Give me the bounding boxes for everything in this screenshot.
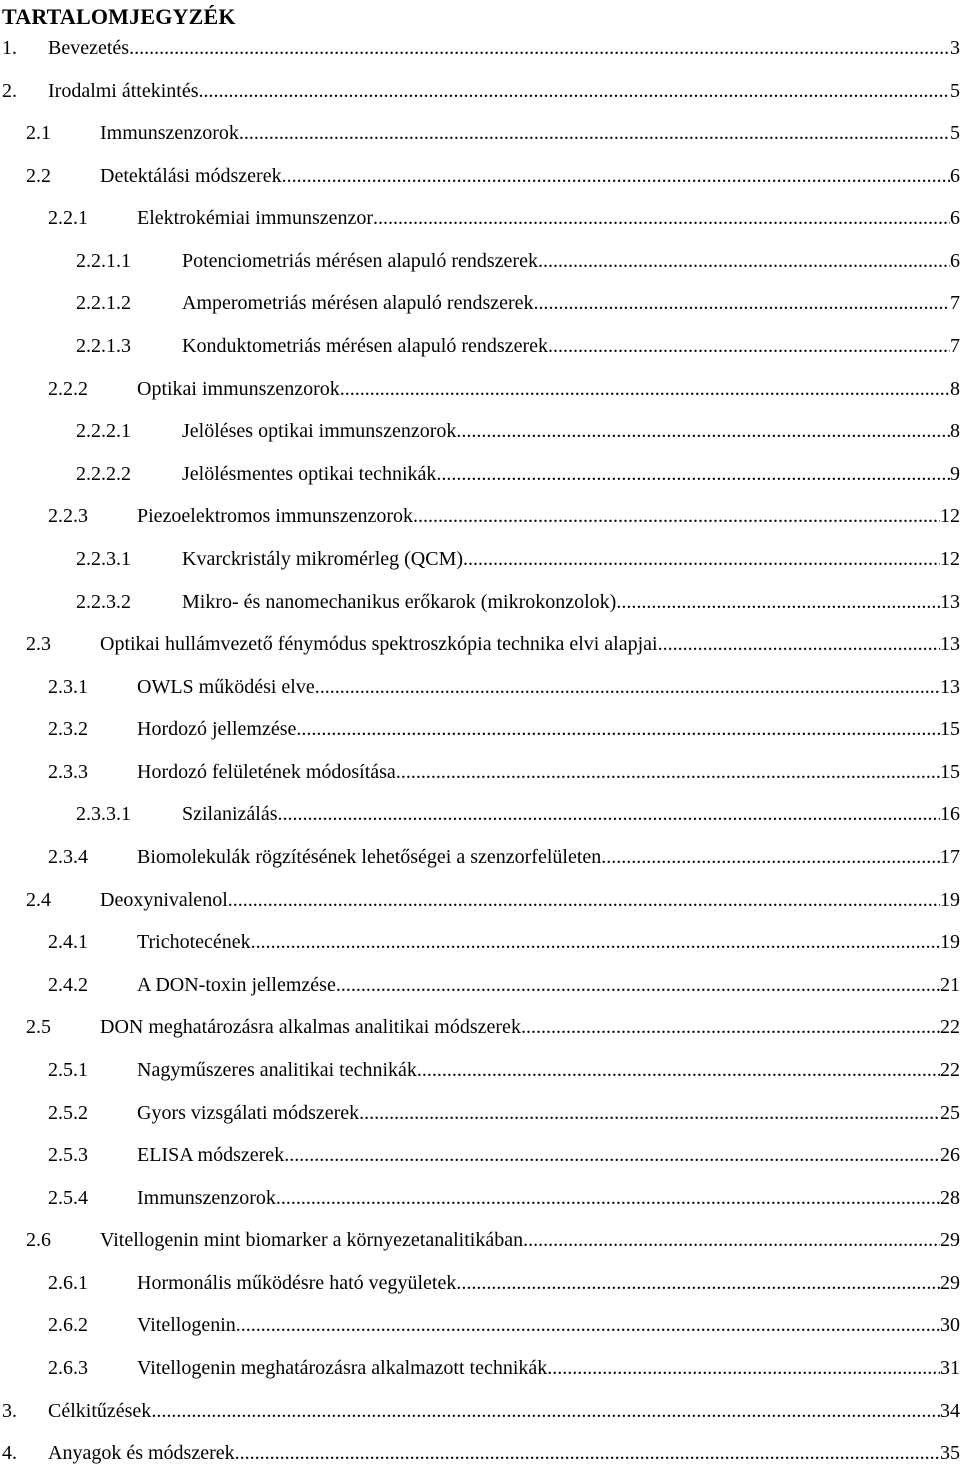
toc-entry[interactable] [0,331,960,361]
toc-dot-leader [236,1310,940,1340]
toc-entry-number: 2.2.1.1 [76,250,131,272]
toc-entry-page: 5 [950,80,960,102]
toc-entry-number: 2.5.4 [48,1187,88,1209]
toc-entry[interactable] [0,970,960,1000]
toc-entry[interactable] [0,544,960,574]
toc-entry-number: 2.5.2 [48,1102,88,1124]
toc-entry-number: 2.1 [26,122,51,144]
toc-entry-page: 15 [940,761,960,783]
toc-entry-number: 4. [2,1442,17,1464]
toc-entry-number: 2.2.2 [48,378,88,400]
toc-entry-page: 22 [940,1059,960,1081]
toc-entry[interactable] [0,842,960,872]
toc-entry[interactable] [0,1055,960,1085]
toc-entry[interactable] [0,629,960,659]
toc-entry-title[interactable]: Optikai immunszenzorok [137,378,340,400]
toc-entry-number: 2.2.1.3 [76,335,131,357]
toc-dot-leader [521,1012,940,1042]
toc-entry[interactable] [0,288,960,318]
toc-entry[interactable] [0,1353,960,1383]
toc-dot-leader [436,459,950,489]
toc-entry[interactable] [0,76,960,106]
toc-entry-title[interactable]: Deoxynivalenol [100,889,228,911]
toc-dot-leader [601,842,940,872]
toc-entry-page: 8 [950,420,960,442]
toc-entry-page: 35 [940,1442,960,1464]
toc-entry-number: 2.2.1.2 [76,292,131,314]
toc-entry-page: 29 [940,1229,960,1251]
toc-entry-number: 2.3.3.1 [76,803,131,825]
toc-entry[interactable] [0,161,960,191]
toc-entry[interactable] [0,1098,960,1128]
toc-dot-leader [373,203,950,233]
toc-entry-number: 2.6.2 [48,1314,88,1336]
toc-dot-leader [456,416,950,446]
toc-entry[interactable] [0,374,960,404]
toc-entry-title[interactable]: Jelöléses optikai immunszenzorok [182,420,457,442]
toc-dot-leader [199,76,950,106]
toc-dot-leader [276,1183,940,1213]
toc-entry-number: 2.5.3 [48,1144,88,1166]
toc-entry[interactable] [0,1140,960,1170]
toc-dot-leader [359,1098,940,1128]
toc-dot-leader [129,33,950,63]
toc-entry-number: 2.3 [26,633,51,655]
toc-dot-leader [396,757,940,787]
toc-dot-leader [239,118,950,148]
toc-entry-page: 6 [950,165,960,187]
toc-entry-number: 2.3.4 [48,846,88,868]
toc-entry[interactable] [0,714,960,744]
toc-entry-title[interactable]: Immunszenzorok [100,122,239,144]
toc-entry-page: 5 [950,122,960,144]
toc-dot-leader [251,927,940,957]
toc-dot-leader [151,1396,940,1426]
toc-entry-title[interactable]: Vitellogenin meghatározásra alkalmazott technikák [137,1357,548,1379]
toc-entry[interactable] [0,799,960,829]
toc-dot-leader [417,1055,940,1085]
toc-entry-title[interactable]: Detektálási módszerek [100,165,282,187]
toc-entry-number: 2.6.3 [48,1357,88,1379]
toc-entry-page: 16 [940,803,960,825]
toc-dot-leader [228,885,940,915]
toc-entry-number: 2.3.3 [48,761,88,783]
toc-entry-number: 2.5 [26,1016,51,1038]
toc-entry-title[interactable]: Optikai hullámvezető fénymódus spektroszkópia technika elvi alapjai [100,633,658,655]
toc-entry-page: 22 [940,1016,960,1038]
toc-entry-number: 2.2.3 [48,505,88,527]
toc-entry-page: 9 [950,463,960,485]
toc-entry-page: 13 [940,633,960,655]
toc-dot-leader [284,1140,940,1170]
toc-entry[interactable] [0,1310,960,1340]
toc-entry-page: 19 [940,889,960,911]
toc-entry[interactable] [0,927,960,957]
toc-entry-page: 7 [950,292,960,314]
toc-entry-page: 34 [940,1400,960,1422]
toc-entry-title[interactable]: Potenciometriás mérésen alapuló rendszerek [182,250,538,272]
toc-dot-leader [463,544,940,574]
toc-entry-title[interactable]: OWLS működési elve [137,676,315,698]
toc-entry[interactable] [0,1225,960,1255]
toc-entry-title[interactable]: Trichotecének [137,931,251,953]
toc-dot-leader [413,501,940,531]
toc-entry[interactable] [0,1268,960,1298]
toc-entry-page: 26 [940,1144,960,1166]
toc-entry-number: 2.3.2 [48,718,88,740]
toc-entry-number: 1. [2,37,17,59]
toc-entry-title[interactable]: Vitellogenin mint biomarker a környezetanalitikában [100,1229,524,1251]
toc-entry[interactable] [0,416,960,446]
toc-entry-number: 2.2.3.1 [76,548,131,570]
toc-entry[interactable] [0,203,960,233]
toc-entry[interactable] [0,33,960,63]
toc-entry-title[interactable]: Vitellogenin [137,1314,236,1336]
toc-entry-number: 2.2 [26,165,51,187]
toc-entry-number: 3. [2,1400,17,1422]
toc-dot-leader [547,1353,940,1383]
toc-entry-number: 2.4.2 [48,974,88,996]
toc-entry-number: 2.2.3.2 [76,591,131,613]
toc-entry-page: 12 [940,548,960,570]
toc-entry-page: 6 [950,207,960,229]
toc-entry-title[interactable]: Nagyműszeres analitikai technikák [137,1059,417,1081]
toc-entry-number: 2.3.1 [48,676,88,698]
toc-entry-page: 8 [950,378,960,400]
toc-entry-title[interactable]: Elektrokémiai immunszenzor [137,207,374,229]
toc-entry-title[interactable]: Szilanizálás [182,803,278,825]
toc-entry-title[interactable]: Hordozó jellemzése [137,718,297,740]
toc-entry[interactable] [0,1183,960,1213]
toc-entry-title[interactable]: Immunszenzorok [137,1187,276,1209]
toc-dot-leader [534,288,950,318]
toc-entry-title[interactable]: Biomolekulák rögzítésének lehetőségei a szenzorfelületen [137,846,602,868]
toc-entry[interactable] [0,885,960,915]
toc-entry-title[interactable]: Bevezetés [48,37,130,59]
toc-entry[interactable] [0,246,960,276]
toc-title: TARTALOMJEGYZÉK [2,4,236,29]
toc-entry-page: 31 [940,1357,960,1379]
toc-entry-title[interactable]: Amperometriás mérésen alapuló rendszerek [182,292,534,314]
toc-entry-number: 2.5.1 [48,1059,88,1081]
toc-entry-number: 2.4 [26,889,51,911]
toc-entry-page: 15 [940,718,960,740]
toc-entry-page: 28 [940,1187,960,1209]
toc-entry-page: 13 [940,591,960,613]
toc-entry-number: 2.2.1 [48,207,88,229]
toc-entry[interactable] [0,501,960,531]
toc-entry-title[interactable]: Kvarckristály mikromérleg (QCM) [182,548,464,570]
toc-entry-number: 2.2.2.2 [76,463,131,485]
toc-dot-leader [315,672,940,702]
toc-entry-number: 2.2.2.1 [76,420,131,442]
toc-dot-leader [336,970,940,1000]
toc-dot-leader [282,161,950,191]
toc-entry-number: 2. [2,80,17,102]
toc-entry[interactable] [0,757,960,787]
toc-entry-title[interactable]: Irodalmi áttekintés [48,80,199,102]
toc-entry-page: 6 [950,250,960,272]
toc-entry-page: 29 [940,1272,960,1294]
toc-entry-title[interactable]: DON meghatározásra alkalmas analitikai módszerek [100,1016,521,1038]
toc-entry-page: 13 [940,676,960,698]
toc-entry-title[interactable]: Célkitűzések [48,1400,152,1422]
toc-entry-page: 12 [940,505,960,527]
toc-dot-leader [340,374,950,404]
toc-entry-number: 2.6 [26,1229,51,1251]
toc-dot-leader [235,1438,940,1468]
toc-entry-title[interactable]: Konduktometriás mérésen alapuló rendszerek [182,335,548,357]
toc-dot-leader [658,629,940,659]
toc-entry-number: 2.6.1 [48,1272,88,1294]
toc-entry-page: 19 [940,931,960,953]
toc-entry-page: 25 [940,1102,960,1124]
toc-dot-leader [278,799,940,829]
toc-entry-title[interactable]: Hordozó felületének módosítása [137,761,396,783]
toc-entry-page: 7 [950,335,960,357]
toc-entry[interactable] [0,1396,960,1426]
toc-entry[interactable] [0,459,960,489]
toc-dot-leader [296,714,940,744]
toc-entry-page: 3 [950,37,960,59]
toc-entry[interactable] [0,118,960,148]
toc-entry-title[interactable]: Gyors vizsgálati módszerek [137,1102,360,1124]
toc-dot-leader [538,246,950,276]
toc-dot-leader [548,331,950,361]
toc-dot-leader [616,587,940,617]
toc-entry-title[interactable]: Piezoelektromos immunszenzorok [137,505,414,527]
toc-entry-title[interactable]: A DON-toxin jellemzése [137,974,336,996]
toc-entry[interactable] [0,1438,960,1468]
toc-entry-number: 2.4.1 [48,931,88,953]
toc-entry-title[interactable]: Mikro- és nanomechanikus erőkarok (mikrokonzolok) [182,591,617,613]
toc-entry-title[interactable]: Anyagok és módszerek [48,1442,235,1464]
toc-entry-page: 21 [940,974,960,996]
toc-entry[interactable] [0,587,960,617]
toc-entry-page: 17 [940,846,960,868]
toc-entry-title[interactable]: Hormonális működésre ható vegyületek [137,1272,457,1294]
toc-entry[interactable] [0,672,960,702]
toc-entry-title[interactable]: ELISA módszerek [137,1144,285,1166]
toc-entry[interactable] [0,1012,960,1042]
toc-entry-title[interactable]: Jelölésmentes optikai technikák [182,463,437,485]
toc-dot-leader [523,1225,940,1255]
toc-entry-page: 30 [940,1314,960,1336]
toc-dot-leader [456,1268,940,1298]
